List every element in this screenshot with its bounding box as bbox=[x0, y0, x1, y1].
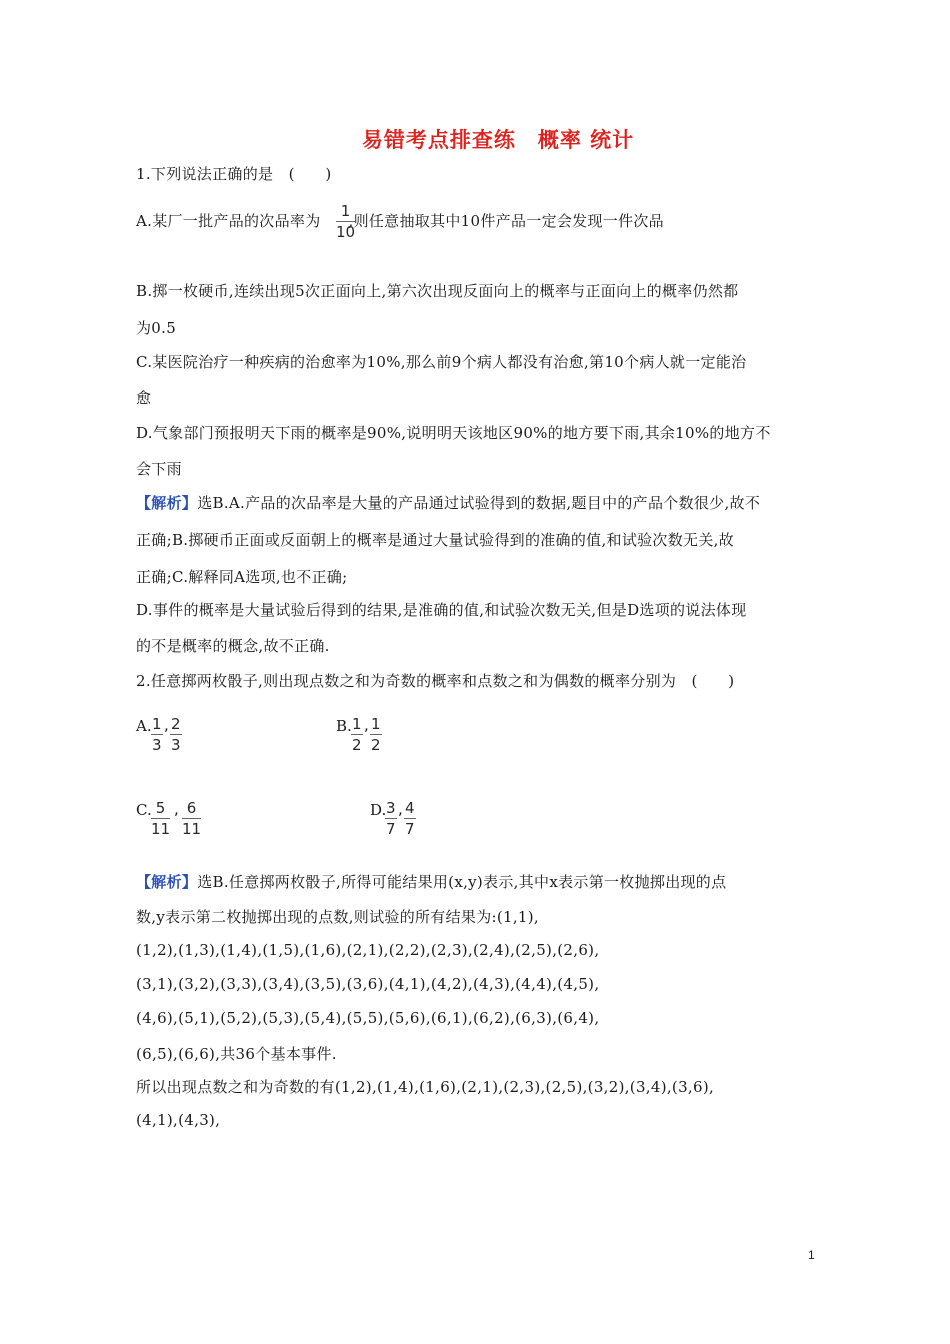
fraction-denominator: 3 bbox=[152, 736, 162, 754]
fraction-numerator: 4 bbox=[405, 799, 415, 817]
fraction-numerator: 1 bbox=[152, 715, 162, 733]
q1-option-d-line2: 会下雨 bbox=[136, 460, 182, 478]
q2-analysis-line6: (6,5),(6,6),共36个基本事件. bbox=[136, 1045, 337, 1063]
q1-option-a bbox=[136, 210, 664, 231]
q1-option-a-suffix: ,则任意抽取其中10件产品一定会发现一件次品 bbox=[348, 212, 664, 230]
q2-stem: 2.任意掷两枚骰子,则出现点数之和为奇数的概率和点数之和为偶数的概率分别为 ( ) bbox=[136, 672, 735, 690]
fraction-numerator: 5 bbox=[151, 799, 170, 819]
fraction-denominator: 11 bbox=[151, 820, 171, 838]
fraction-numerator: 3 bbox=[386, 799, 396, 817]
q1-option-b-line1: B.掷一枚硬币,连续出现5次正面向上,第六次出现反面向上的概率与正面向上的概率仍然都 bbox=[136, 282, 739, 300]
q1-analysis-line2: 正确;B.掷硬币正面或反面朝上的概率是通过大量试验得到的准确的值,和试验次数无关,故 bbox=[136, 531, 734, 549]
q2-option-a-fraction-1 bbox=[151, 715, 163, 756]
q1-option-d-line1: D.气象部门预报明天下雨的概率是90%,说明明天该地区90%的地方要下雨,其余10%的地方不 bbox=[136, 424, 771, 442]
fraction-denominator: 2 bbox=[371, 736, 381, 754]
q2-analysis-line4: (3,1),(3,2),(3,3),(3,4),(3,5),(3,6),(4,1),(4,2),(4,3),(4,4),(4,5), bbox=[136, 975, 600, 993]
q2-option-a-label: A. bbox=[136, 717, 152, 735]
q1-option-b-line2: 为0.5 bbox=[136, 319, 177, 337]
fraction-denominator: 7 bbox=[405, 820, 415, 838]
comma: , bbox=[174, 800, 179, 818]
fraction-numerator: 1 bbox=[371, 715, 381, 733]
q2-option-b-fraction-1 bbox=[351, 715, 363, 756]
q2-option-d-fraction-1 bbox=[385, 799, 397, 840]
q1-analysis-line5: 的不是概率的概念,故不正确. bbox=[136, 637, 330, 655]
q2-analysis-text: 选B.任意掷两枚骰子,所得可能结果用(x,y)表示,其中x表示第一枚抛掷出现的点 bbox=[197, 873, 727, 891]
q1-option-c-line1: C.某医院治疗一种疾病的治愈率为10%,那么前9个病人都没有治愈,第10个病人就一定能治 bbox=[136, 353, 747, 371]
page-title: 易错考点排查练 概率 统计 bbox=[361, 128, 635, 152]
q2-analysis-line1 bbox=[136, 871, 726, 892]
analysis-tag: 【解析】 bbox=[136, 494, 198, 512]
q1-option-a-prefix: A.某厂一批产品的次品率为 bbox=[136, 212, 321, 230]
q1-option-c-line2: 愈 bbox=[136, 389, 152, 407]
fraction-numerator: 1 bbox=[352, 715, 362, 733]
q2-option-c-label: C. bbox=[136, 801, 152, 819]
comma: , bbox=[364, 716, 369, 734]
fraction-numerator: 2 bbox=[171, 715, 181, 733]
fraction-denominator: 2 bbox=[352, 736, 362, 754]
q2-option-d-fraction-2 bbox=[404, 799, 416, 840]
fraction-denominator: 7 bbox=[386, 820, 396, 838]
q1-analysis-text: 选B.A.产品的次品率是大量的产品通过试验得到的数据,题目中的产品个数很少,故不 bbox=[197, 494, 761, 512]
q2-option-b-label: B. bbox=[336, 717, 352, 735]
q2-option-d-label: D. bbox=[370, 801, 387, 819]
fraction-numerator: 6 bbox=[182, 799, 201, 819]
fraction-denominator: 3 bbox=[171, 736, 181, 754]
page-number: 1 bbox=[808, 1248, 815, 1262]
q2-analysis-line5: (4,6),(5,1),(5,2),(5,3),(5,4),(5,5),(5,6),(6,1),(6,2),(6,3),(6,4), bbox=[136, 1009, 600, 1027]
q1-option-a-fraction bbox=[336, 202, 355, 243]
q2-analysis-line2: 数,y表示第二枚抛掷出现的点数,则试验的所有结果为:(1,1), bbox=[136, 908, 539, 926]
q2-analysis-line7: 所以出现点数之和为奇数的有(1,2),(1,4),(1,6),(2,1),(2,3),(2,5),(3,2),(3,4),(3,6), bbox=[136, 1078, 715, 1096]
comma: , bbox=[164, 716, 169, 734]
fraction-numerator: 1 bbox=[336, 202, 355, 222]
q2-analysis-line3: (1,2),(1,3),(1,4),(1,5),(1,6),(2,1),(2,2),(2,3),(2,4),(2,5),(2,6), bbox=[136, 941, 600, 959]
fraction-denominator: 11 bbox=[182, 820, 202, 838]
q1-stem: 1.下列说法正确的是 ( ) bbox=[136, 165, 332, 183]
q2-option-c-fraction-2 bbox=[182, 799, 201, 840]
q1-analysis-line4: D.事件的概率是大量试验后得到的结果,是准确的值,和试验次数无关,但是D选项的说法体现 bbox=[136, 601, 747, 619]
analysis-tag: 【解析】 bbox=[136, 873, 198, 891]
fraction-denominator: 10 bbox=[336, 223, 356, 241]
q1-analysis-line1 bbox=[136, 492, 760, 513]
comma: , bbox=[398, 800, 403, 818]
q2-option-a-fraction-2 bbox=[170, 715, 182, 756]
q2-analysis-line8: (4,1),(4,3), bbox=[136, 1111, 221, 1129]
q2-option-b-fraction-2 bbox=[370, 715, 382, 756]
q2-option-c-fraction-1 bbox=[151, 799, 170, 840]
q1-analysis-line3: 正确;C.解释同A选项,也不正确; bbox=[136, 568, 348, 586]
